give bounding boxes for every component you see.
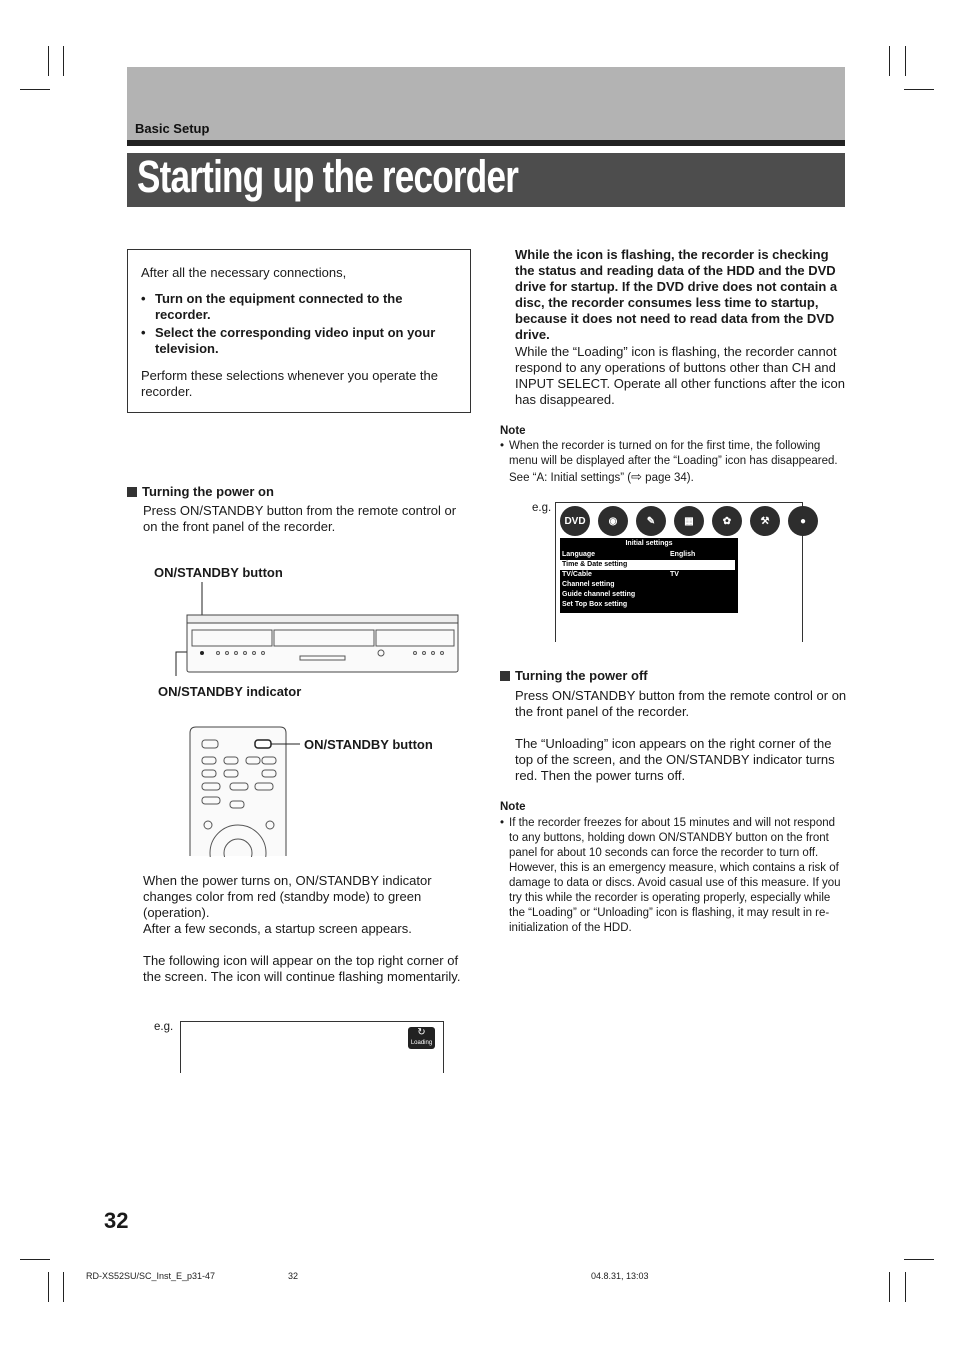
menu-row-label: Channel setting	[562, 581, 615, 588]
power-on-heading-text: Turning the power on	[142, 484, 274, 499]
menu-row[interactable]	[560, 590, 738, 600]
note1-heading: Note	[500, 425, 526, 437]
flashing-normal-text: While the “Loading” icon is flashing, the recorder cannot respond to any operations of buttons other than CH and INPUT SELECT. Operate all other functions after the icon has disappeared.	[515, 344, 845, 407]
square-bullet-icon	[127, 487, 137, 497]
initial-settings-menu	[560, 538, 738, 613]
power-on-body: Press ON/STANDBY button from the remote control or on the front panel of the recorder.	[143, 503, 457, 534]
remote-illustration	[188, 725, 303, 857]
power-on-after-3: The following icon will appear on the top right corner of the screen. The icon will continue flashing momentarily.	[143, 953, 461, 984]
page-title: Starting up the recorder	[137, 151, 519, 202]
flashing-bold-text: While the icon is flashing, the recorder is checking the status and reading data of the HDD and the DVD drive for startup. If the DVD drive does not contain a disc, the recorder consumes less time to startup, because it does not need to read data from the DVD drive.	[515, 247, 838, 342]
power-on-after-1: When the power turns on, ON/STANDBY indicator changes color from red (standby mode) to green (operation).	[143, 873, 432, 920]
power-off-body-2: The “Unloading” icon appears on the right corner of the top of the screen, and the ON/STANDBY indicator turns red. Then the power turns off.	[515, 736, 835, 783]
note1-list	[500, 439, 845, 486]
menu-row-value: English	[670, 551, 696, 558]
menu-row-label: Language	[562, 551, 596, 558]
power-off-body-1: Press ON/STANDBY button from the remote control or on the front panel of the recorder.	[515, 688, 847, 719]
label-onstandby-button-remote: ON/STANDBY button	[304, 737, 433, 752]
intro-lead: After all the necessary connections,	[141, 265, 347, 280]
crop-mark	[904, 1259, 934, 1260]
menu-row-label: Time & Date setting	[562, 561, 628, 568]
crop-mark	[48, 46, 49, 76]
power-off-heading	[500, 668, 648, 683]
eg-label-menu: e.g.	[532, 502, 552, 514]
loading-icon-label: Loading	[410, 1040, 433, 1046]
footer-page: 32	[288, 1271, 299, 1281]
intro-closing: Perform these selections whenever you operate the recorder.	[141, 368, 439, 399]
crop-mark	[889, 1272, 890, 1302]
loading-screen-example	[180, 1021, 444, 1073]
header-rule	[127, 140, 845, 146]
menu-title: Initial settings	[625, 540, 673, 547]
edit-icon: ✎	[636, 506, 666, 536]
menu-row[interactable]	[560, 600, 738, 610]
square-bullet-icon	[500, 671, 510, 681]
footer-timestamp: 04.8.31, 13:03	[591, 1271, 649, 1281]
crop-mark	[905, 1272, 906, 1302]
note1-text-after: page 34).	[641, 472, 694, 484]
tools-icon: ⚒	[750, 506, 780, 536]
recorder-illustration	[170, 580, 470, 680]
power-on-heading	[127, 484, 274, 499]
crop-mark	[20, 89, 50, 90]
page-reference-arrow-icon: ⇨	[631, 469, 642, 484]
crop-mark	[48, 1272, 49, 1302]
loading-icon	[408, 1027, 435, 1049]
dvd-icon: DVD	[560, 506, 590, 536]
eg-label-loading: e.g.	[154, 1021, 174, 1033]
menu-row[interactable]	[560, 580, 738, 590]
crop-mark	[905, 46, 906, 76]
note2-item: • If the recorder freezes for about 15 minutes and will not respond to any buttons, holding down ON/STANDBY button on the front panel for about 10 seconds can force the recorder to turn off. However, this is an emergency measure, which contains a risk of damage to data or discs. Avoid casual use of this measure. If you try this while the recorder is operating properly, especially while the “Loading” or “Unloading” icon is flashing, it may result in re-initialization of the HDD.	[500, 816, 847, 936]
menu-row[interactable]	[560, 570, 738, 580]
menu-row-value: TV	[670, 571, 679, 578]
label-onstandby-button-front: ON/STANDBY button	[154, 565, 283, 580]
setup-icon: ●	[788, 506, 818, 536]
section-label: Basic Setup	[135, 121, 210, 136]
intro-bullet: • Turn on the equipment connected to the recorder.	[141, 291, 459, 323]
menu-row-selected[interactable]	[560, 560, 735, 570]
crop-mark	[63, 1272, 64, 1302]
menu-row-label: Set Top Box setting	[562, 601, 628, 608]
label-onstandby-indicator: ON/STANDBY indicator	[158, 684, 302, 699]
menu-icon-row	[560, 506, 818, 536]
refresh-icon: ↻	[417, 1027, 426, 1038]
disc-icon: ◉	[598, 506, 628, 536]
menu-row-label: Guide channel setting	[562, 591, 636, 598]
leaf-icon: ✿	[712, 506, 742, 536]
power-on-after-2: After a few seconds, a startup screen appears.	[143, 921, 412, 936]
intro-bullets	[141, 291, 459, 359]
note1-item	[500, 439, 845, 486]
crop-mark	[904, 89, 934, 90]
page-number: 32	[104, 1208, 129, 1233]
crop-mark	[63, 46, 64, 76]
note2-list	[500, 816, 847, 936]
menu-row[interactable]	[560, 550, 738, 560]
note1-text-before: When the recorder is turned on for the first time, the following menu will be displayed after the “Loading” icon has disappeared. See “A: Initial settings” (	[509, 440, 838, 484]
footer-file: RD-XS52SU/SC_Inst_E_p31-47	[86, 1271, 216, 1281]
crop-mark	[889, 46, 890, 76]
crop-mark	[20, 1259, 50, 1260]
intro-bullet: • Select the corresponding video input on your television.	[141, 325, 459, 357]
note2-heading: Note	[500, 801, 526, 813]
header-band	[127, 67, 845, 140]
menu-row-label: TV/Cable	[562, 571, 592, 578]
power-off-heading-text: Turning the power off	[515, 668, 648, 683]
film-icon: ▦	[674, 506, 704, 536]
